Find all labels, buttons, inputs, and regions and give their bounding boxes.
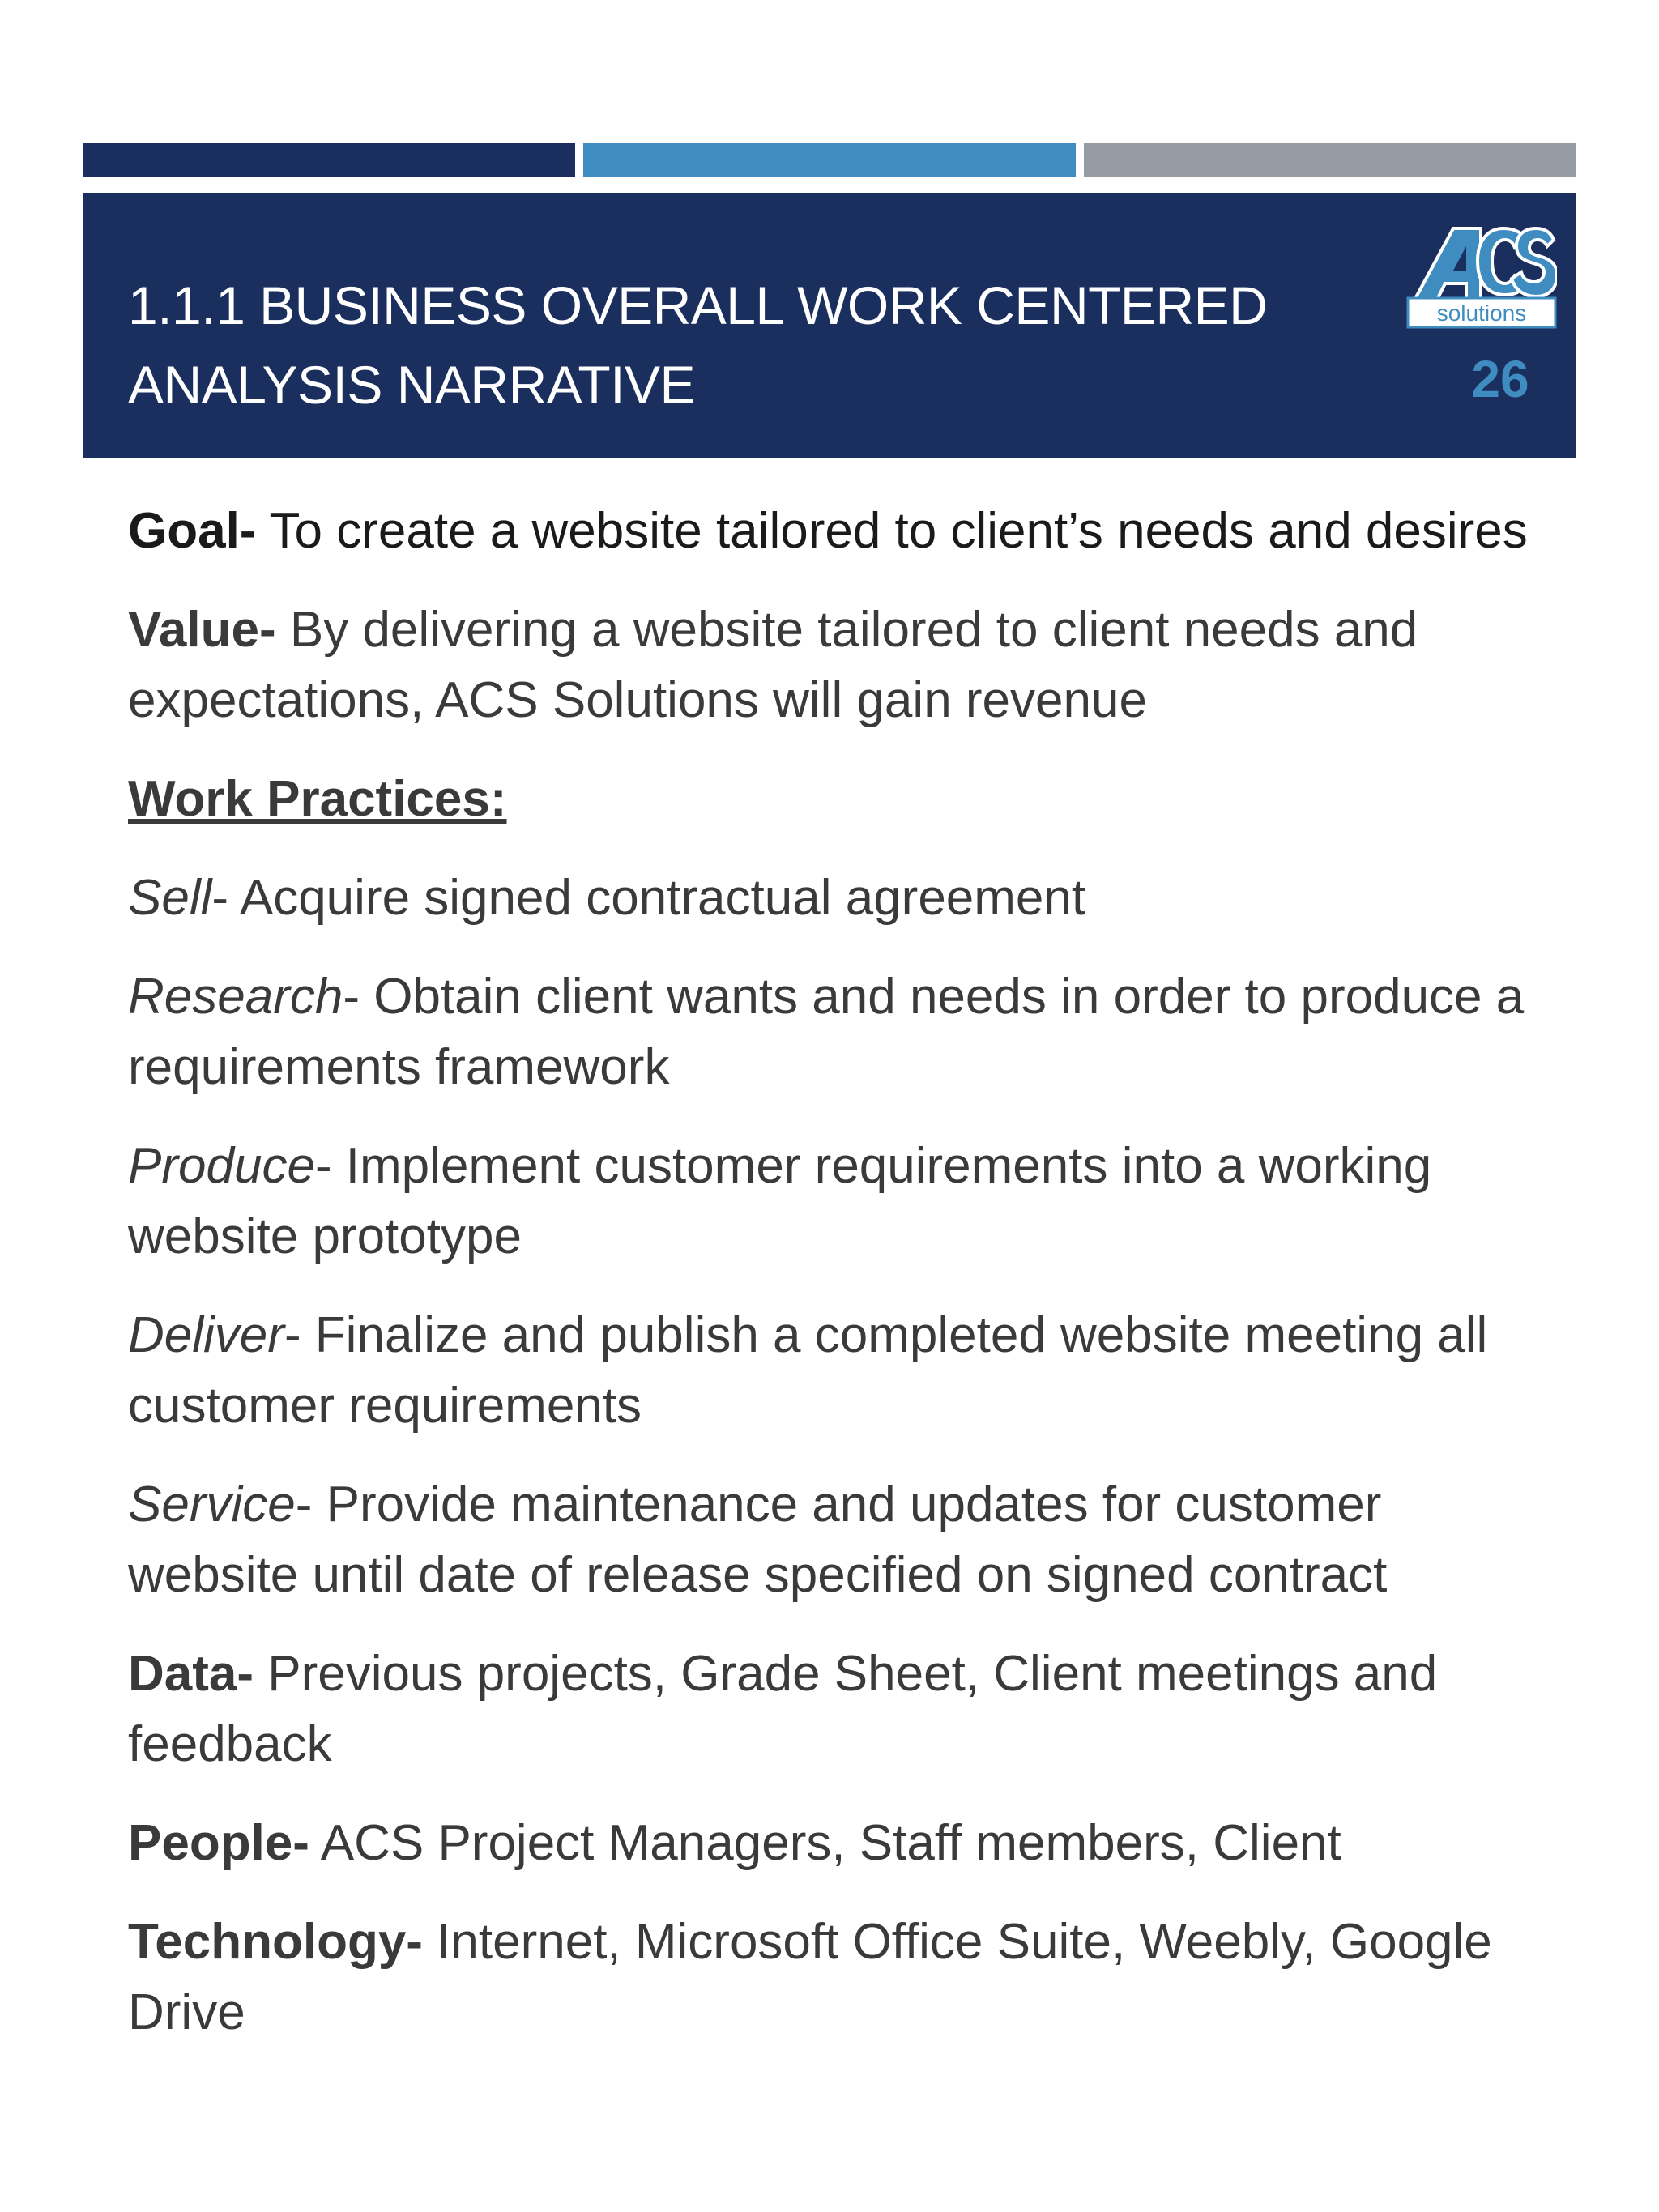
data-label: Data- bbox=[128, 1646, 254, 1702]
decorative-bars bbox=[83, 143, 1576, 177]
data-paragraph bbox=[128, 1639, 1554, 1779]
work-practice-text: - Acquire signed contractual agreement bbox=[211, 870, 1086, 926]
work-practice-research bbox=[128, 961, 1554, 1102]
work-practice-label: Produce bbox=[128, 1138, 315, 1194]
goal-text: To create a website tailored to client’s needs and desires bbox=[256, 503, 1528, 559]
navy-bar bbox=[83, 143, 575, 177]
work-practice-sell bbox=[128, 863, 1554, 933]
people-paragraph bbox=[128, 1808, 1554, 1878]
value-paragraph bbox=[128, 595, 1554, 735]
title-banner bbox=[83, 193, 1576, 458]
goal-label: Goal- bbox=[128, 503, 257, 559]
work-practice-text: - Obtain client wants and needs in order to produce a requirements framework bbox=[128, 969, 1525, 1095]
work-practice-text: - Provide maintenance and updates for customer website until date of release specified on signed contract bbox=[128, 1477, 1388, 1603]
people-label: People- bbox=[128, 1815, 309, 1871]
data-text: Previous projects, Grade Sheet, Client meetings and feedback bbox=[128, 1646, 1438, 1772]
technology-label: Technology- bbox=[128, 1914, 423, 1970]
logo-subtext: solutions bbox=[1436, 300, 1527, 326]
technology-text: Internet, Microsoft Office Suite, Weebly, Google Drive bbox=[128, 1914, 1492, 2040]
work-practice-label: Research bbox=[128, 969, 343, 1025]
goal-paragraph bbox=[128, 496, 1554, 566]
technology-paragraph bbox=[128, 1907, 1554, 2048]
gray-bar bbox=[1084, 143, 1576, 177]
work-practice-text: - Finalize and publish a completed website meeting all customer requirements bbox=[128, 1307, 1488, 1434]
work-practices-heading: Work Practices: bbox=[128, 771, 507, 827]
slide-title bbox=[128, 266, 1343, 424]
slide-number: 26 bbox=[1471, 350, 1529, 408]
work-practice-label: Service bbox=[128, 1477, 296, 1532]
work-practice-label: Deliver bbox=[128, 1307, 284, 1363]
work-practice-text: - Implement customer requirements into a working website prototype bbox=[128, 1138, 1432, 1264]
acs-solutions-logo bbox=[1406, 222, 1557, 329]
work-practice-label: Sell bbox=[128, 870, 212, 926]
work-practice-service bbox=[128, 1469, 1554, 1610]
blue-bar bbox=[583, 143, 1076, 177]
people-text: ACS Project Managers, Staff members, Client bbox=[309, 1815, 1341, 1871]
value-text: By delivering a website tailored to client needs and expectations, ACS Solutions will gain revenue bbox=[128, 602, 1418, 728]
slide-body bbox=[128, 496, 1554, 2076]
slide-title-line-2: ANALYSIS NARRATIVE bbox=[128, 355, 696, 415]
value-label: Value- bbox=[128, 602, 276, 658]
slide-title-line-1: 1.1.1 BUSINESS OVERALL WORK CENTERED bbox=[128, 275, 1268, 335]
work-practice-deliver bbox=[128, 1300, 1554, 1441]
work-practice-produce bbox=[128, 1131, 1554, 1272]
